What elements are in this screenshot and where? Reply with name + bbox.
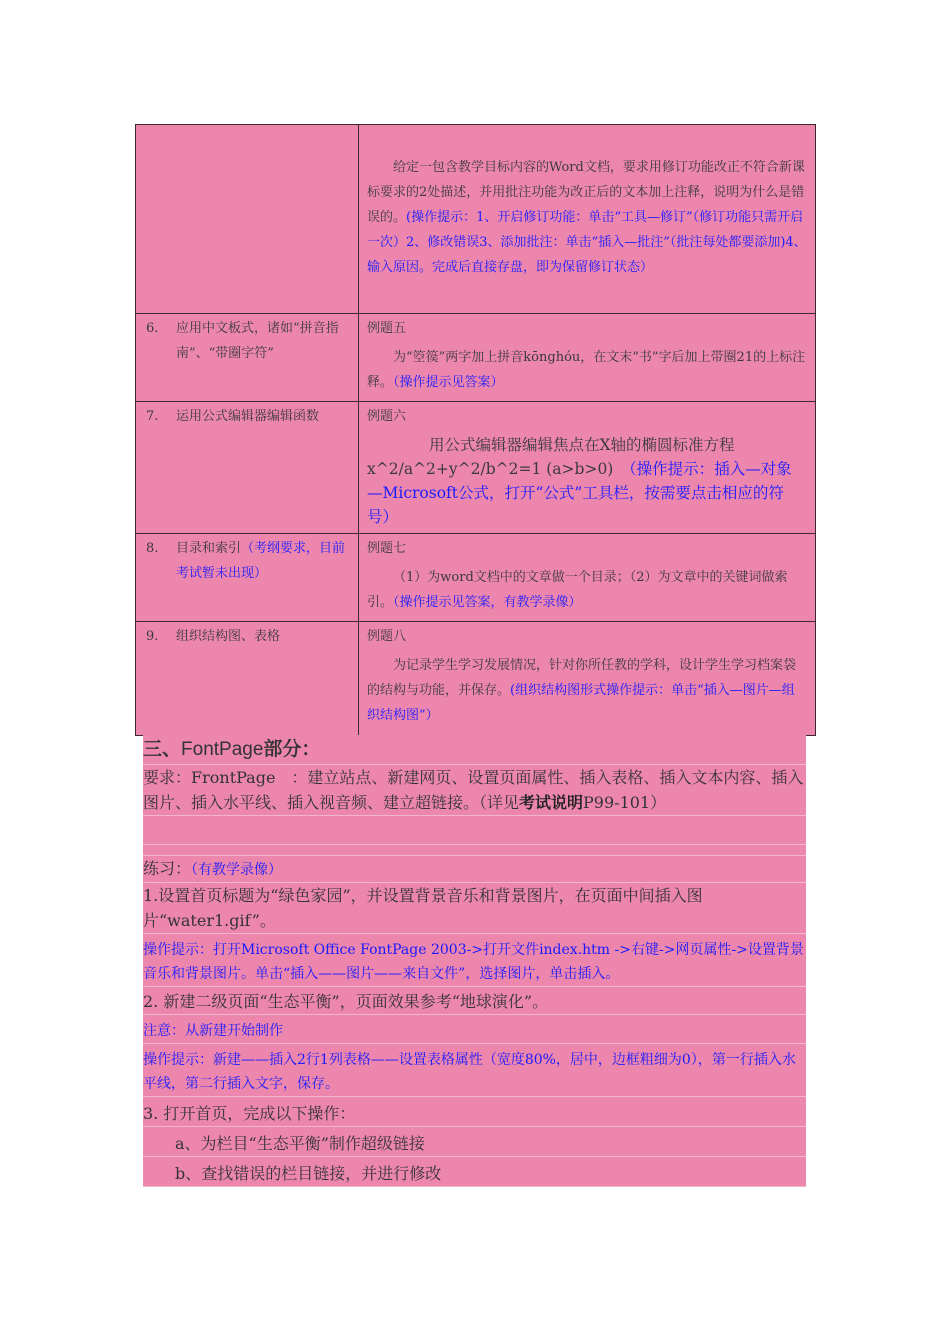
hint-2: 操作提示：新建——插入2行1列表格——设置表格属性（宽度80%，居中，边框粗细为0），第一行插入水平线，第二行插入文字，保存。 [143,1044,806,1097]
topic-cell [136,314,359,402]
blank-line [143,816,806,845]
operation-hint: （操作提示：插入—对象—Microsoft公式，打开“公式”工具栏，按需要点击相应的符号） [367,460,792,526]
example-body: 给定一包含教学目标内容的Word文档，要求用修订功能改正不符合新课标要求的2处描述，并用批注功能为改正后的文本加上注释，说明为什么是错误的。 [367,160,805,225]
note-2: 注意：从新建开始制作 [143,1015,806,1044]
table-row [136,622,816,736]
requirements-text [143,765,806,816]
example-cell [359,622,816,736]
operation-hint: (组织结构图形式操作提示：单击“插入—图片—组织结构图”） [367,683,795,723]
task-3b: b、查找错误的栏目链接，并进行修改 [143,1157,806,1187]
example-cell [359,125,816,314]
item-number: 9. [146,629,159,644]
item-number: 6. [146,321,159,336]
topic-text: 应用中文板式，诸如“拼音指南”、“带圈字符” [176,321,339,361]
example-title: 例题七 [367,541,407,556]
task-3: 3. 打开首页，完成以下操作： [143,1097,806,1127]
heading-prefix: 三、 [143,738,182,760]
operation-hint: （操作提示见答案，有教学录像） [393,595,582,610]
example-body: 为“箜篌”两字加上拼音kōnghóu，在文末“书”字后加上带圈21的上标注释。 [367,350,806,390]
exam-topics-table [135,124,816,736]
topic-text: 目录和索引 [176,541,242,556]
example-body: 为记录学生学习发展情况，针对你所任教的学科，设计学生学习档案袋的结构与功能，并保存。 [367,658,797,698]
example-cell [359,534,816,622]
practice-text: 练习： [143,859,192,878]
operation-hint: （操作提示见答案） [393,375,504,390]
item-number: 8. [146,541,159,556]
table-row [136,402,816,534]
task-3a: a、为栏目“生态平衡”制作超级链接 [143,1127,806,1157]
heading-latin: FontPage [181,739,264,760]
example-body: （1）为word文档中的文章做一个目录；（2）为文章中的关键词做索引。 [367,570,788,610]
heading-suffix: 部分： [263,738,321,760]
task-2: 2. 新建二级页面“生态平衡”，页面效果参考“地球演化”。 [143,987,806,1015]
table-row [136,125,816,314]
topic-cell [136,402,359,534]
practice-label [143,856,806,883]
example-title: 例题五 [367,321,407,336]
task-1: 1.设置首页标题为“绿色家园”，并设置背景音乐和背景图片，在页面中间插入图片“water1.gif”。 [143,883,806,934]
topic-text: 运用公式编辑器编辑函数 [176,409,320,424]
topic-cell [136,125,359,314]
frontpage-section [143,735,806,1187]
practice-note: （有教学录像） [191,862,283,878]
example-body: 用公式编辑器编辑焦点在X轴的椭圆标准方程x^2/a^2+y^2/b^2=1 (a>b>0) [367,436,735,478]
req-bold: 考试说明 [519,793,584,812]
topic-note: （考纲要求，目前考试暂未出现） [176,541,346,581]
req-suffix: P99-101） [583,793,667,812]
hint-1: 操作提示：打开Microsoft Office FontPage 2003->打开文件index.htm ->右键->网页属性->设置背景音乐和背景图片。单击“插入——图片——来自文件”，选择图片，单击插入。 [143,934,806,987]
section-heading [143,735,806,765]
req-prefix: 要求：FrontPage ：建立站点、新建网页、设置页面属性、插入表格、插入文本内容、插入图片、插入水平线、插入视音频、建立超链接。（详见 [143,768,804,812]
operation-hint: (操作提示：1、开启修订功能：单击“工具—修订”（修订功能只需开启一次）2、修改错误3、添加批注：单击“插入—批注”（批注每处都要添加)4、输入原因。完成后直接存盘，即为保留修订状态） [367,210,807,275]
topic-text: 组织结构图、表格 [176,629,281,644]
topic-cell [136,622,359,736]
blank-line [143,845,806,856]
example-cell [359,402,816,534]
item-number: 7. [146,409,159,424]
example-title: 例题八 [367,629,407,644]
example-title: 例题六 [367,409,407,424]
table-row [136,314,816,402]
table-row [136,534,816,622]
example-cell [359,314,816,402]
topic-cell [136,534,359,622]
